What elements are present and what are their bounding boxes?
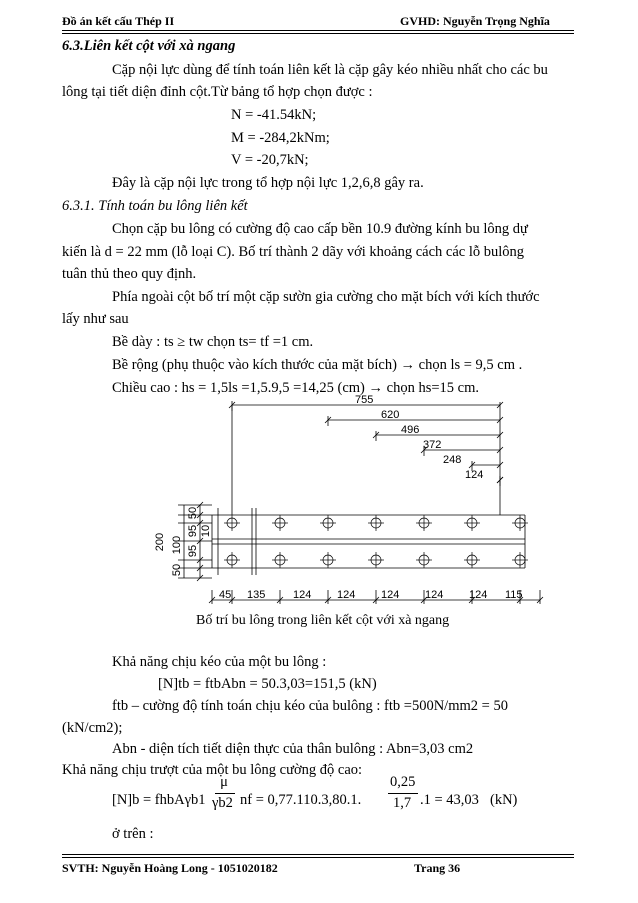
intro-line-2: lông tại tiết diện đỉnh cột.Từ bảng tổ hợp chọn được : bbox=[62, 84, 373, 100]
dim-label-left: 50 bbox=[187, 506, 199, 520]
slip-frac-num: μ bbox=[220, 774, 228, 790]
tension-title: Khả năng chịu kéo của một bu lông : bbox=[112, 654, 327, 670]
footer-rule bbox=[62, 854, 574, 855]
where-line: ở trên : bbox=[112, 826, 154, 842]
ftb-line-1: ftb – cường độ tính toán chịu kéo của bulông : ftb =500N/mm2 = 50 bbox=[112, 698, 508, 714]
header-right: GVHD: Nguyễn Trọng Nghĩa bbox=[400, 14, 550, 28]
intro-line-1: Cặp nội lực dùng để tính toán liên kết là cặp gây kéo nhiều nhất cho các bu bbox=[112, 62, 548, 78]
dim-label-left: 10 bbox=[200, 524, 212, 538]
force-n: N = -41.54kN; bbox=[231, 107, 317, 123]
drawing-caption: Bố trí bu lông trong liên kết cột với xà ngang bbox=[196, 613, 450, 628]
dim-label-left: 50 bbox=[171, 563, 183, 577]
bolt-line-3: tuân thủ theo quy định. bbox=[62, 266, 197, 282]
slip-title: Khả năng chịu trượt của một bu lông cường độ cao: bbox=[62, 762, 363, 778]
dim-label-bottom: 124 bbox=[469, 589, 488, 601]
pair-note: Đây là cặp nội lực trong tổ hợp nội lực 1,2,6,8 gây ra. bbox=[112, 175, 424, 191]
footer-left: SVTH: Nguyễn Hoàng Long - 1051020182 bbox=[62, 861, 278, 875]
bolt-line-2: kiến là d = 22 mm (lỗ loại C). Bố trí thành 2 dãy với khoảng cách các lỗ bulông bbox=[62, 244, 525, 260]
dim-label-left: 200 bbox=[154, 532, 166, 552]
tension-formula: [N]tb = ftbAbn = 50.3,03=151,5 (kN) bbox=[158, 676, 377, 692]
force-v: V = -20,7kN; bbox=[231, 152, 309, 168]
dim-label-bottom: 124 bbox=[337, 589, 356, 601]
slip-frac-bar bbox=[215, 793, 235, 794]
dim-label-bottom: 124 bbox=[381, 589, 400, 601]
slip-den: 1,7 bbox=[393, 795, 412, 811]
ftb-line-2: (kN/cm2); bbox=[62, 720, 123, 736]
dim-label-top: 755 bbox=[355, 394, 374, 406]
slip-frac-den: γb2 bbox=[212, 795, 233, 811]
dim-label-bottom: 45 bbox=[219, 589, 232, 601]
bolt-line-1: Chọn cặp bu lông có cường độ cao cấp bền 10.9 đường kính bu lông dự bbox=[112, 221, 528, 237]
section-title: 6.3.Liên kết cột với xà ngang bbox=[62, 38, 236, 54]
slip-formula-lhs: [N]b = fhbAγb1 bbox=[112, 792, 206, 808]
dim-label-bottom: 124 bbox=[293, 589, 312, 601]
dim-label-bottom: 115 bbox=[505, 589, 523, 601]
footer-right: Trang 36 bbox=[414, 861, 461, 875]
footer-rule-2 bbox=[62, 857, 574, 858]
height-line: Chiều cao : hs = 1,5ls =1,5.9,5 =14,25 (cm) → chọn hs=15 cm. bbox=[112, 380, 479, 396]
dim-label-top: 372 bbox=[423, 439, 442, 451]
slip-tail: .1 = 43,03 bbox=[420, 792, 479, 808]
slip-num: 0,25 bbox=[390, 774, 416, 790]
dim-label-bottom: 124 bbox=[425, 589, 444, 601]
slip-unit: (kN) bbox=[490, 792, 518, 808]
header-left: Đồ án kết cấu Thép II bbox=[62, 14, 175, 28]
slip-formula-mid: nf = 0,77.110.3,80.1. bbox=[240, 792, 362, 808]
dim-label-top: 248 bbox=[443, 454, 462, 466]
dim-label-top: 124 bbox=[465, 469, 484, 481]
width-line: Bề rộng (phụ thuộc vào kích thước của mặt bích) → chọn ls = 9,5 cm . bbox=[112, 357, 523, 373]
dim-label-left: 95 bbox=[187, 544, 199, 558]
thickness-line: Bề dày : ts ≥ tw chọn ts= tf =1 cm. bbox=[112, 334, 314, 350]
dim-label-left: 100 bbox=[171, 535, 183, 555]
stiffener-line-1: Phía ngoài cột bố trí một cặp sườn gia cường cho mặt bích với kích thước bbox=[112, 289, 540, 305]
force-m: M = -284,2kNm; bbox=[231, 130, 330, 146]
dim-label-left: 95 bbox=[187, 524, 199, 538]
subsection-title: 6.3.1. Tính toán bu lông liên kết bbox=[62, 198, 248, 214]
dim-label-bottom: 135 bbox=[247, 589, 266, 601]
dim-label-top: 496 bbox=[401, 424, 420, 436]
stiffener-line-2: lấy như sau bbox=[62, 311, 129, 327]
abn-line: Abn - diện tích tiết diện thực của thân bulông : Abn=3,03 cm2 bbox=[112, 741, 474, 757]
dim-label-top: 620 bbox=[381, 409, 400, 421]
slip-main-bar bbox=[388, 793, 418, 794]
